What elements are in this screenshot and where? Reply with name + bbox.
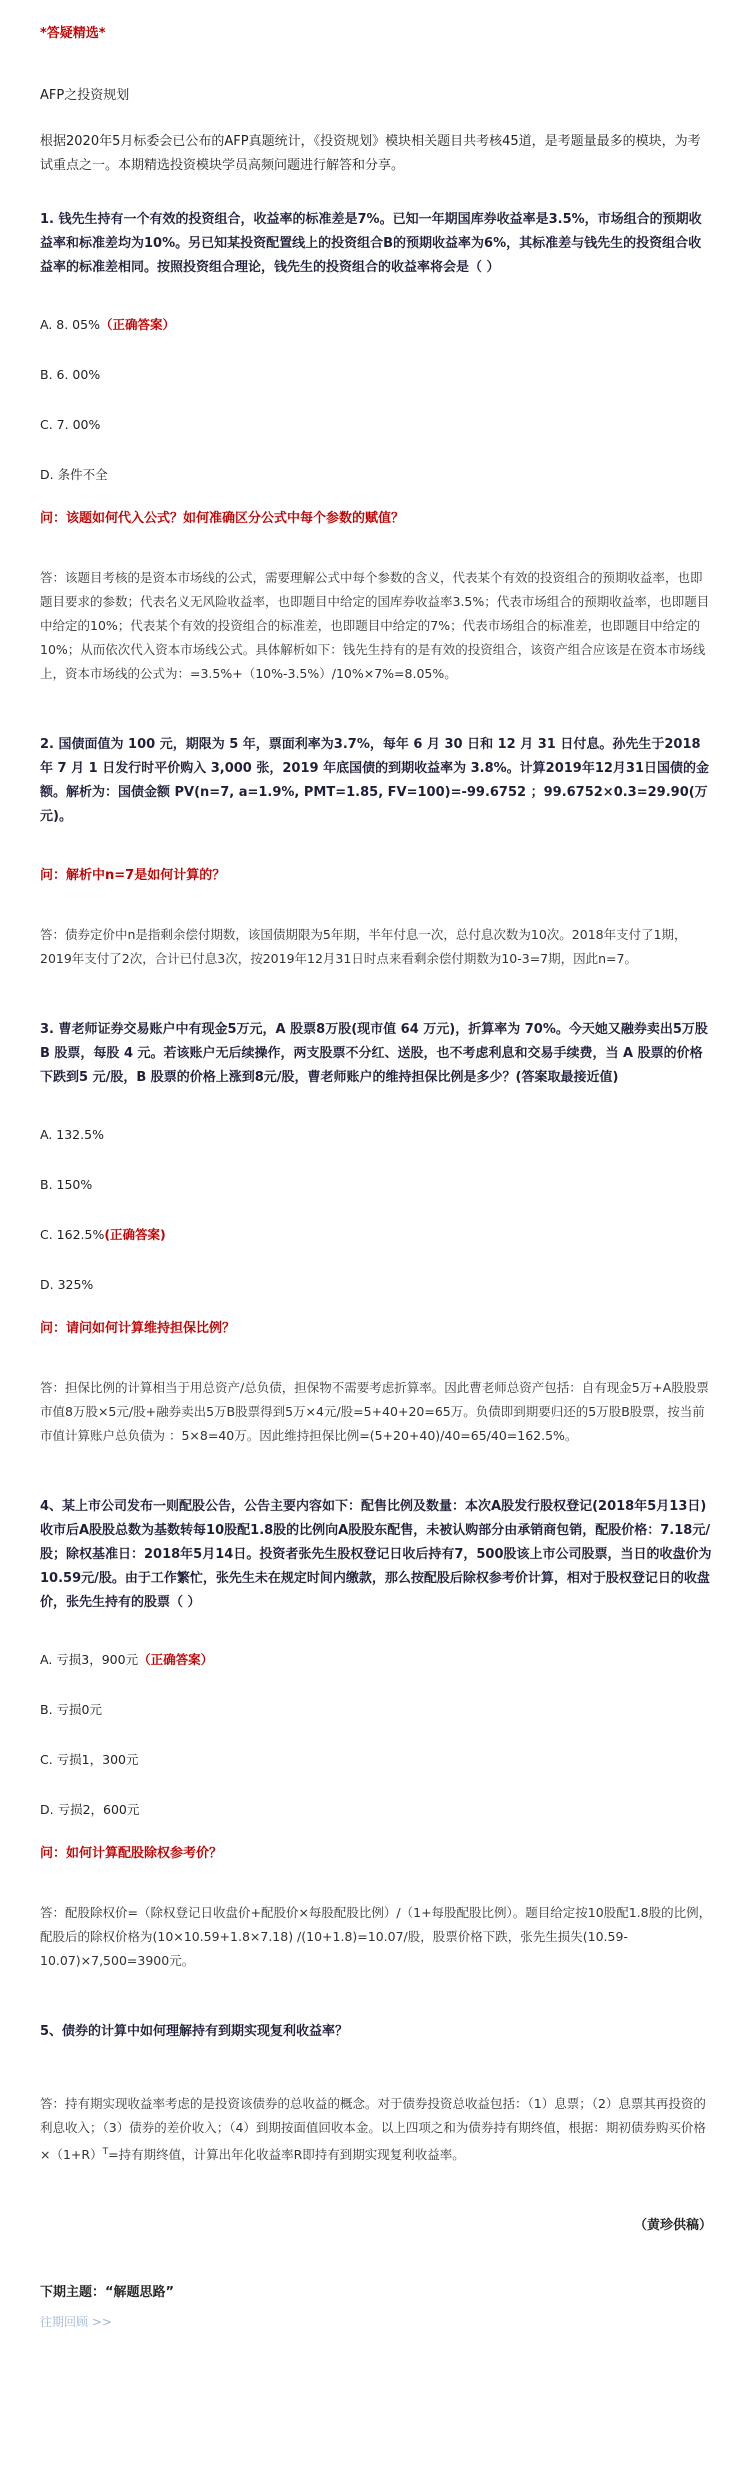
intro-paragraph: 根据2020年5月标委会已公布的AFP真题统计，《投资规划》模块相关题目共考核45道，是考题量最多的模块，为考试重点之一。本期精选投资模块学员高频问题进行解答和分享。 <box>40 134 701 173</box>
q1-option-c: C. 7. 00% <box>40 417 101 432</box>
correct-answer-tag: （正确答案） <box>138 1652 214 1667</box>
q3-option-b: B. 150% <box>40 1177 93 1192</box>
option-text: A. 亏损3，900元 <box>40 1652 139 1667</box>
q1-answer: 答：该题目考核的是资本市场线的公式，需要理解公式中每个参数的含义，代表某个有效的投资组合的预期收益率，也即题目要求的参数；代表名义无风险收益率，也即题目中给定的国库券收益率3.5%；代表市场组合的预期收益率，也即题目中给定的10%；代表某个有效的投资组合的标准差，也即题目中给定的7%；代表市场组合的标准差，也即题目中给定的10%；从而依次代入资本市场线公式。具体解析如下：钱先生持有的是有效的投资组合，该资产组合应该是在资本市场线上，资本市场线的公式为：=3.5%+（10%-3.5%）/10%×7%=8.05%。 <box>40 569 710 681</box>
question-5: 5、债券的计算中如何理解持有到期实现复利收益率？ <box>40 2024 349 2039</box>
answer-text-part1: 答：持有期实现收益率考虑的是投资该债券的总收益的概念。对于债券投资总收益包括：（1）息票；（2）息票其再投资的利息收入；（3）债券的差价收入；（4）到期按面值回收本金。以上四项之和为债券持有期终值，根据：期初债券购买价格×（1+R） <box>40 2095 706 2162</box>
option-text: A. 8. 05% <box>40 317 100 332</box>
next-topic: 下期主题：“解题思路” <box>40 2285 175 2301</box>
q1-option-d: D. 条件不全 <box>40 467 108 482</box>
q5-answer <box>40 2092 712 2167</box>
q3-ask: 问：请问如何计算维持担保比例？ <box>40 1321 236 1336</box>
q4-option-c: C. 亏损1，300元 <box>40 1752 139 1767</box>
q4-option-a <box>40 1650 712 1670</box>
q2-ask: 问：解析中n=7是如何计算的？ <box>40 868 226 883</box>
exponent-t: T <box>102 2146 109 2157</box>
answer-text-part2: =持有期终值，计算出年化收益率R即持有到期实现复利收益率。 <box>108 2146 465 2162</box>
question-1: 1. 钱先生持有一个有效的投资组合，收益率的标准差是7%。已知一年期国库券收益率是3.5%，市场组合的预期收益率和标准差均为10%。另已知某投资配置线上的投资组合B的预期收益率为6%，其标准差与钱先生的投资组合收益率的标准差相同。按照投资组合理论，钱先生的投资组合的收益率将会是（ ） <box>40 212 702 275</box>
question-2: 2. 国债面值为 100 元，期限为 5 年，票面利率为3.7%，每年 6 月 30 日和 12 月 31 日付息。孙先生于2018 年 7 月 1 日发行时平价购入 3,000 张，2019 年底国债的到期收益率为 3.8%。计算2019年12月31日国债的金额。解析为：国债金额 PV(n=7, a=1.9%, PMT=1.85, FV=100)=-99.6752 ；99.6752×0.3=29.90(万元)。 <box>40 737 710 824</box>
correct-answer-tag: （正确答案） <box>99 317 175 332</box>
q1-option-b: B. 6. 00% <box>40 367 101 382</box>
q3-option-c <box>40 1225 712 1245</box>
q1-ask: 问：该题如何代入公式？如何准确区分公式中每个参数的赋值？ <box>40 511 405 526</box>
q2-answer: 答：债券定价中n是指剩余偿付期数，该国债期限为5年期，半年付息一次，总付息次数为10次。2018年支付了1期，2019年支付了2次，合计已付息3次，按2019年12月31日时点来看剩余偿付期数为10-3=7期，因此n=7。 <box>40 926 687 966</box>
read-more-link[interactable]: 往期回顾 >> <box>40 2315 112 2330</box>
q4-option-d: D. 亏损2，600元 <box>40 1802 140 1817</box>
correct-answer-tag: (正确答案) <box>104 1227 166 1242</box>
option-text: C. 162.5% <box>40 1227 105 1242</box>
question-4: 4、某上市公司发布一则配股公告，公告主要内容如下：配售比例及数量：本次A股发行股权登记(2018年5月13日)收市后A股股总数为基数转每10股配1.8股的比例向A股股东配售，未被认购部分由承销商包销，配股价格：7.18元/股；除权基准日：2018年5月14日。投资者张先生股权登记日收后持有7，500股该上市公司股票，当日的收盘价为10.59元/股。由于工作繁忙，张先生未在规定时间内缴款，那么按配股后除权参考价计算，相对于股权登记日的收盘价，张先生持有的股票（ ） <box>40 1499 712 1610</box>
section-title: AFP之投资规划 <box>40 88 130 103</box>
q3-answer: 答：担保比例的计算相当于用总资产/总负债，担保物不需要考虑折算率。因此曹老师总资产包括：自有现金5万+A股股票市值8万股×5元/股+融券卖出5万B股票得到5万×4元/股=5+40+20=65万。负债即到期要归还的5万股B股票，按当前市值计算账户总负债为 ：5×8=40万。因此维持担保比例=(5+20+40)/40=65/40=162.5%。 <box>40 1379 709 1443</box>
q4-answer: 答：配股除权价=（除权登记日收盘价+配股价×每股配股比例）/（1+每股配股比例）。题目给定按10股配1.8股的比例，配股后的除权价格为(10×10.59+1.8×7.18) /(10+1.8)=10.07/股，股票价格下跌，张先生损失(10.59-10.07)×7,500=3900元。 <box>40 1904 712 1968</box>
header-label: *答疑精选* <box>40 26 106 41</box>
q3-option-d: D. 325% <box>40 1277 94 1292</box>
q4-ask: 问：如何计算配股除权参考价？ <box>40 1846 223 1861</box>
author-credit: （黄珍供稿） <box>633 2218 712 2234</box>
article <box>40 22 712 2342</box>
q1-option-a <box>40 315 712 335</box>
q3-option-a: A. 132.5% <box>40 1127 104 1142</box>
question-3: 3. 曹老师证券交易账户中有现金5万元，A 股票8万股(现市值 64 万元)，折算率为 70%。今天她又融券卖出5万股 B 股票，每股 4 元。若该账户无后续操作，两支股票不分红、送股，也不考虑利息和交易手续费，当 A 股票的价格下跌到5 元/股，B 股票的价格上涨到8元/股，曹老师账户的维持担保比例是多少？(答案取最接近值) <box>40 1022 708 1085</box>
q4-option-b: B. 亏损0元 <box>40 1702 102 1717</box>
